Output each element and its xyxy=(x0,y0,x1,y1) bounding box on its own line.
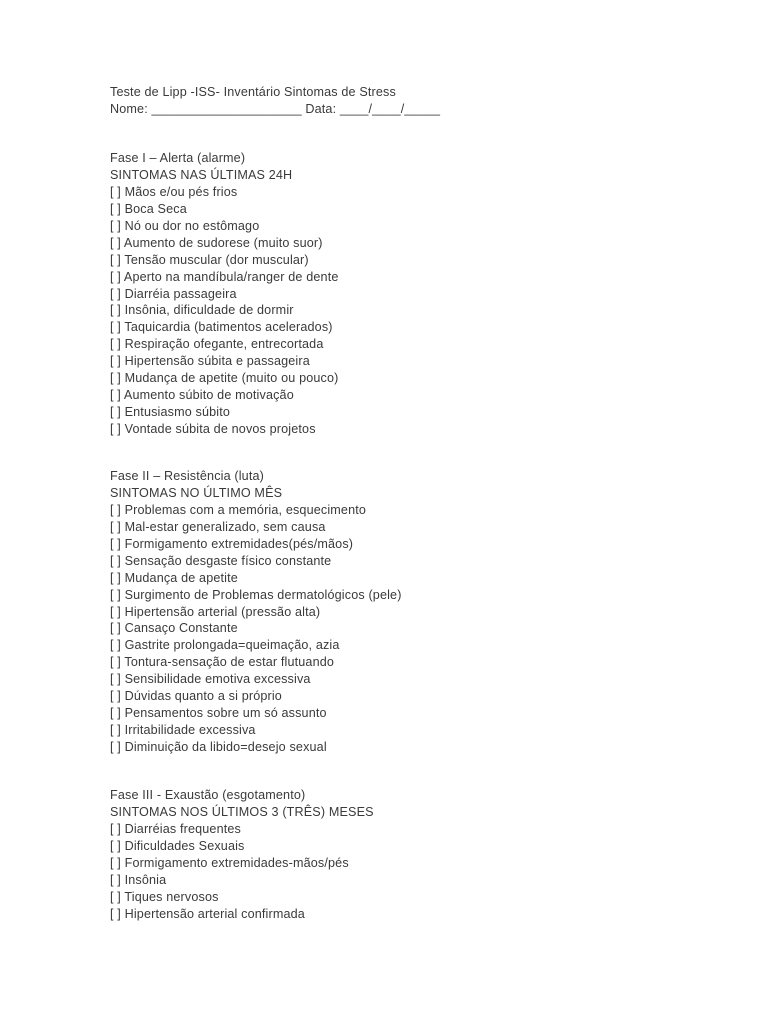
phase-1-item: [ ] Insônia, dificuldade de dormir xyxy=(110,303,294,318)
phase-2-section xyxy=(110,468,402,756)
phase-1-item: [ ] Nó ou dor no estômago xyxy=(110,218,260,233)
phase-3-item: [ ] Insônia xyxy=(110,872,167,887)
phase-2-item: [ ] Diminuição da libido=desejo sexual xyxy=(110,740,327,754)
phase-2-item: [ ] Pensamentos sobre um só assunto xyxy=(110,706,327,721)
phase-3-item: [ ] Diarréias frequentes xyxy=(110,821,241,836)
phase-2-item: [ ] Surgimento de Problemas dermatológicos (pele) xyxy=(110,587,402,602)
phase-1-section xyxy=(110,150,339,438)
phase-2-item: [ ] Dúvidas quanto a si próprio xyxy=(110,689,282,704)
phase-1-item: [ ] Aumento de sudorese (muito suor) xyxy=(110,235,323,250)
phase-3-item: [ ] Hipertensão arterial confirmada xyxy=(110,906,305,921)
phase-1-item: [ ] Aumento súbito de motivação xyxy=(110,388,294,403)
document-title: Teste de Lipp -ISS- Inventário Sintomas de Stress xyxy=(110,85,396,99)
phase-1-item: [ ] Mudança de apetite (muito ou pouco) xyxy=(110,371,339,386)
phase-1-item: [ ] Mãos e/ou pés frios xyxy=(110,184,238,199)
phase-1-item: [ ] Vontade súbita de novos projetos xyxy=(110,422,316,436)
phase-2-item: [ ] Problemas com a memória, esquecimento xyxy=(110,502,367,517)
phase-1-title: Fase I – Alerta (alarme) xyxy=(110,151,246,165)
phase-2-item: [ ] Mudança de apetite xyxy=(110,570,238,585)
phase-3-section xyxy=(110,787,374,923)
phase-1-item: [ ] Respiração ofegante, entrecortada xyxy=(110,337,324,352)
phase-3-title: Fase III - Exaustão (esgotamento) xyxy=(110,788,306,802)
phase-2-item: [ ] Cansaço Constante xyxy=(110,621,238,636)
phase-2-item: [ ] Mal-estar generalizado, sem causa xyxy=(110,519,326,534)
phase-3-item: [ ] Formigamento extremidades-mãos/pés xyxy=(110,855,349,870)
document-header xyxy=(110,84,440,118)
phase-1-item: [ ] Tensão muscular (dor muscular) xyxy=(110,252,309,267)
phase-1-item: [ ] Diarréia passageira xyxy=(110,286,237,301)
phase-1-item: [ ] Entusiasmo súbito xyxy=(110,405,231,420)
phase-2-title: Fase II – Resistência (luta) xyxy=(110,469,264,483)
phase-3-subtitle: SINTOMAS NOS ÚLTIMOS 3 (TRÊS) MESES xyxy=(110,804,374,819)
phase-2-item: [ ] Gastrite prolongada=queimação, azia xyxy=(110,638,340,653)
phase-2-subtitle: SINTOMAS NO ÚLTIMO MÊS xyxy=(110,485,283,500)
phase-2-item: [ ] Sensação desgaste físico constante xyxy=(110,553,332,568)
phase-2-item: [ ] Hipertensão arterial (pressão alta) xyxy=(110,604,321,619)
phase-3-item: [ ] Tiques nervosos xyxy=(110,889,219,904)
phase-1-item: [ ] Hipertensão súbita e passageira xyxy=(110,354,310,369)
phase-3-item: [ ] Dificuldades Sexuais xyxy=(110,838,245,853)
phase-2-item: [ ] Irritabilidade excessiva xyxy=(110,723,256,738)
phase-1-item: [ ] Boca Seca xyxy=(110,201,187,216)
phase-1-item: [ ] Taquicardia (batimentos acelerados) xyxy=(110,320,333,335)
phase-2-item: [ ] Sensibilidade emotiva excessiva xyxy=(110,672,311,687)
phase-2-item: [ ] Tontura-sensação de estar flutuando xyxy=(110,655,335,670)
phase-1-subtitle: SINTOMAS NAS ÚLTIMAS 24H xyxy=(110,167,293,182)
phase-2-item: [ ] Formigamento extremidades(pés/mãos) xyxy=(110,536,354,551)
name-date-line: Nome: _____________________ Data: ____/____/_____ xyxy=(110,101,441,116)
phase-1-item: [ ] Aperto na mandíbula/ranger de dente xyxy=(110,269,339,284)
